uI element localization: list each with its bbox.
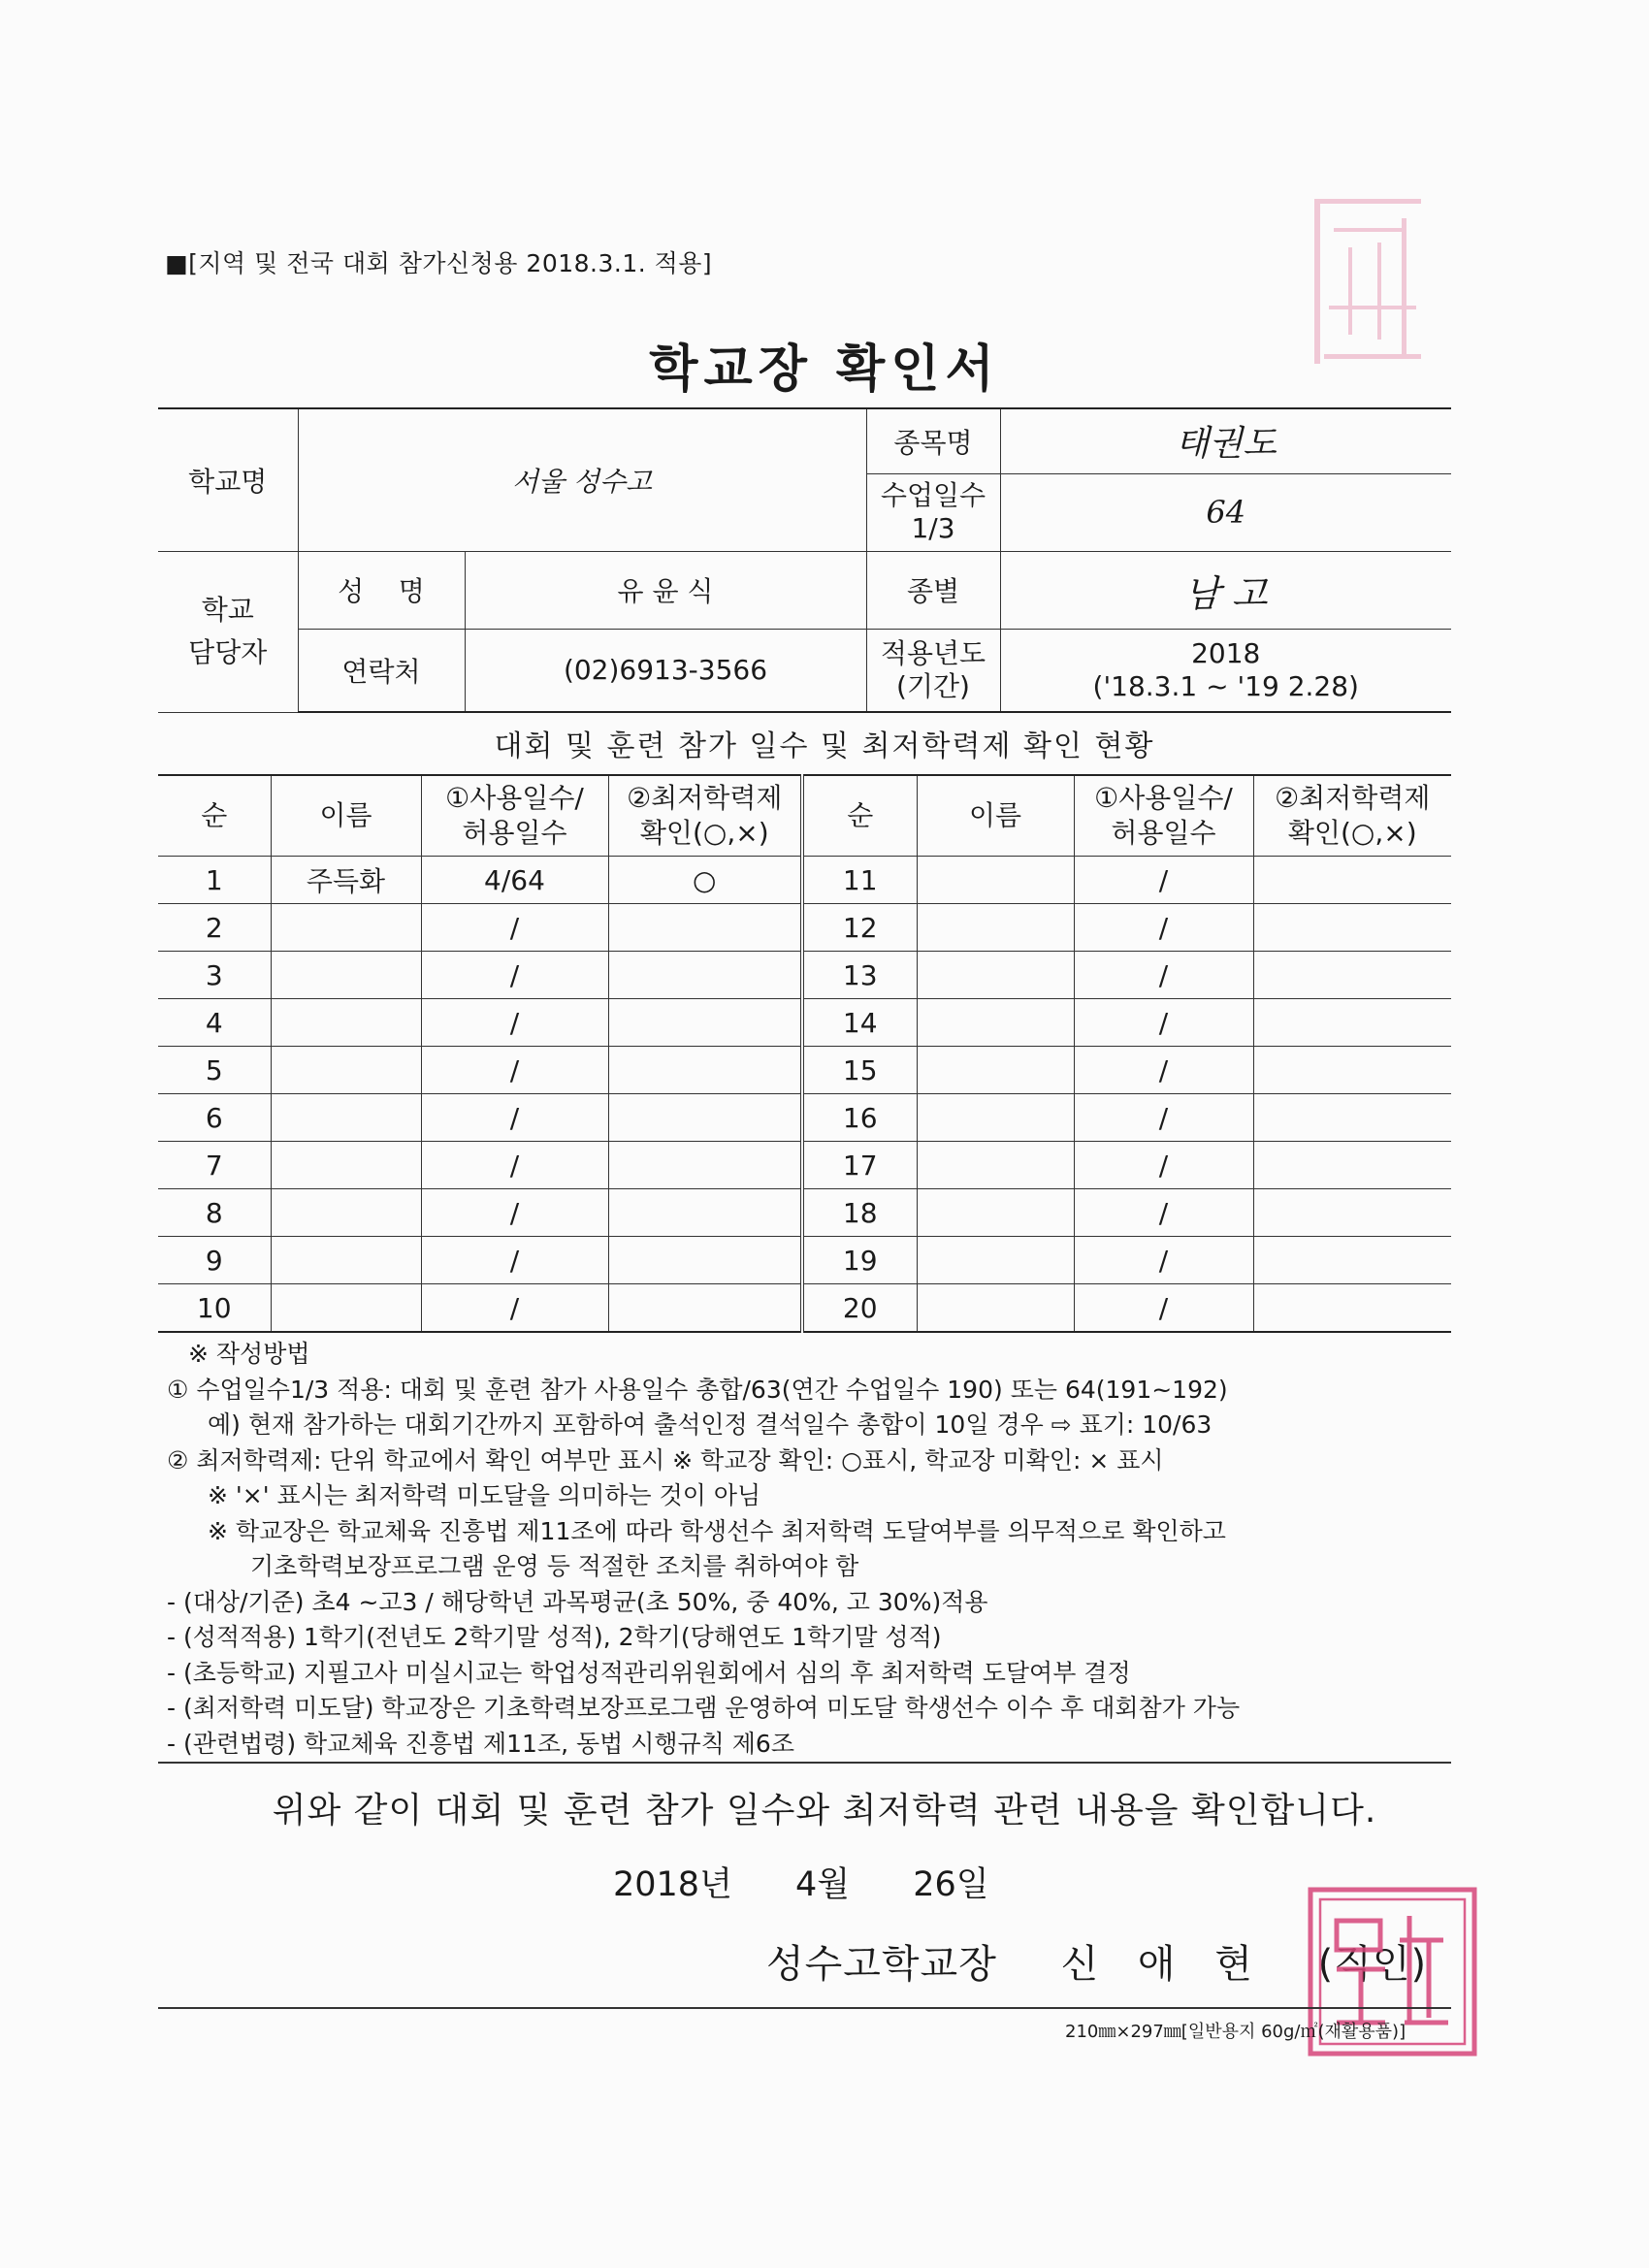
seal-word: (직인) — [1317, 1942, 1428, 1987]
period-label-line2: (기간) — [896, 669, 970, 702]
header-note: ■[지역 및 전국 대회 참가신청용 2018.3.1. 적용] — [165, 249, 713, 277]
row-days-right: / — [1074, 999, 1253, 1047]
instruction-line: - (최저학력 미도달) 학교장은 기초학력보장프로그램 운영하여 미도달 학생선수 이수 후 대회참가 가능 — [167, 1694, 1241, 1722]
school-days-value: 64 — [1000, 473, 1451, 551]
row-name — [271, 1237, 421, 1284]
participation-rows — [158, 857, 1451, 1333]
participation-table — [158, 774, 1451, 1333]
col-header-check-line1: ②최저학력제 — [627, 782, 783, 814]
row-name-right — [917, 857, 1074, 904]
row-days: / — [421, 904, 608, 952]
instruction-line: ※ 학교장은 학교체육 진흥법 제11조에 따라 학생선수 최저학력 도달여부를 의무적으로 확인하고 — [208, 1516, 1226, 1545]
col-header-days — [421, 775, 608, 857]
row-check-right — [1253, 1189, 1451, 1237]
col-header-check-line1-right: ②최저학력제 — [1275, 782, 1431, 814]
table-row — [158, 857, 1451, 904]
row-name — [271, 1189, 421, 1237]
row-name — [271, 1094, 421, 1142]
row-name — [271, 1142, 421, 1189]
school-name-value: 서울 성수고 — [298, 408, 866, 551]
row-days: / — [421, 1189, 608, 1237]
row-no: 6 — [158, 1094, 271, 1142]
row-check-right — [1253, 1094, 1451, 1142]
instruction-line: 예) 현재 참가하는 대회기간까지 포함하여 출석인정 결석일수 총합이 10일 경우 ⇨ 표기: 10/63 — [208, 1410, 1212, 1439]
row-check — [608, 952, 802, 999]
row-check-right — [1253, 999, 1451, 1047]
participation-subtitle: 대회 및 훈련 참가 일수 및 최저학력제 확인 현황 — [494, 729, 1155, 763]
contact-label: 연락처 — [298, 629, 465, 712]
issue-date-day: 26일 — [913, 1865, 989, 1904]
row-no-right: 12 — [802, 904, 917, 952]
row-no-right: 14 — [802, 999, 917, 1047]
document-title: 학교장 확인서 — [649, 340, 1000, 399]
faded-seal-mark — [1305, 189, 1440, 383]
manager-label-line2: 담당자 — [188, 636, 268, 668]
row-no-right: 15 — [802, 1047, 917, 1094]
row-days: / — [421, 1094, 608, 1142]
row-name-right — [917, 952, 1074, 999]
row-check-right — [1253, 1142, 1451, 1189]
row-check — [608, 1284, 802, 1333]
row-check-right — [1253, 1047, 1451, 1094]
row-name: 주득화 — [271, 857, 421, 904]
col-header-no: 순 — [158, 775, 271, 857]
manager-label-line1: 학교 — [201, 594, 254, 626]
table-row — [158, 1189, 1451, 1237]
manager-name-label: 성 명 — [298, 551, 465, 629]
row-days-right: / — [1074, 952, 1253, 999]
row-name-right — [917, 1142, 1074, 1189]
row-name-right — [917, 1237, 1074, 1284]
table-row — [158, 904, 1451, 952]
col-header-name: 이름 — [271, 775, 421, 857]
table-row — [158, 1142, 1451, 1189]
row-no: 2 — [158, 904, 271, 952]
signer-name: 신 애 현 — [1060, 1942, 1266, 1987]
row-no-right: 18 — [802, 1189, 917, 1237]
row-name-right — [917, 904, 1074, 952]
row-check — [608, 999, 802, 1047]
instruction-line: 기초학력보장프로그램 운영 등 적절한 조치를 취하여야 함 — [250, 1552, 859, 1580]
school-name-label: 학교명 — [158, 408, 298, 551]
event-label: 종목명 — [866, 408, 1000, 473]
row-name — [271, 904, 421, 952]
row-name — [271, 1284, 421, 1333]
issue-date — [613, 1858, 1036, 1906]
col-header-name-right: 이름 — [917, 775, 1074, 857]
row-days-right: / — [1074, 1237, 1253, 1284]
row-no: 7 — [158, 1142, 271, 1189]
school-info-table — [158, 407, 1451, 713]
row-check-right — [1253, 904, 1451, 952]
row-no: 3 — [158, 952, 271, 999]
col-header-check-line2: 확인(○,×) — [639, 817, 769, 849]
writing-instructions — [167, 1337, 1467, 1762]
footer-line — [158, 2007, 1451, 2009]
divider-line — [158, 1762, 1451, 1764]
row-check — [608, 1047, 802, 1094]
col-header-no-right: 순 — [802, 775, 917, 857]
manager-label — [158, 551, 298, 712]
row-check — [608, 1237, 802, 1284]
row-days-right: / — [1074, 1189, 1253, 1237]
row-days-right: / — [1074, 857, 1253, 904]
period-label — [866, 629, 1000, 712]
row-no: 4 — [158, 999, 271, 1047]
row-no: 5 — [158, 1047, 271, 1094]
row-no: 10 — [158, 1284, 271, 1333]
row-check-right — [1253, 857, 1451, 904]
row-days: / — [421, 1237, 608, 1284]
row-no: 8 — [158, 1189, 271, 1237]
row-no-right: 16 — [802, 1094, 917, 1142]
table-row — [158, 1047, 1451, 1094]
period-value-year: 2018 — [1191, 636, 1261, 669]
col-header-days-line1: ①사용일수/ — [445, 782, 584, 814]
manager-name-value: 유 윤 식 — [465, 551, 866, 629]
row-check: ○ — [608, 857, 802, 904]
row-check — [608, 904, 802, 952]
col-header-check-right — [1253, 775, 1451, 857]
row-days: / — [421, 999, 608, 1047]
row-no-right: 19 — [802, 1237, 917, 1284]
table-row — [158, 1284, 1451, 1333]
row-name-right — [917, 1189, 1074, 1237]
row-days: / — [421, 1142, 608, 1189]
row-check — [608, 1142, 802, 1189]
confirmation-statement: 위와 같이 대회 및 훈련 참가 일수와 최저학력 관련 내용을 확인합니다. — [272, 1791, 1377, 1831]
row-name-right — [917, 1284, 1074, 1333]
row-check-right — [1253, 952, 1451, 999]
instruction-line: - (관련법령) 학교체육 진흥법 제11조, 동법 시행규칙 제6조 — [167, 1729, 794, 1758]
instruction-line: ※ '×' 표시는 최저학력 미도달을 의미하는 것이 아님 — [208, 1481, 761, 1509]
col-header-check-line2-right: 확인(○,×) — [1287, 817, 1417, 849]
table-row — [158, 1094, 1451, 1142]
col-header-days-line1-right: ①사용일수/ — [1094, 782, 1233, 814]
row-name — [271, 999, 421, 1047]
row-days: / — [421, 1047, 608, 1094]
instruction-line: ② 최저학력제: 단위 학교에서 확인 여부만 표시 ※ 학교장 확인: ○표시, 학교장 미확인: × 표시 — [167, 1445, 1164, 1474]
issue-date-year: 2018년 — [613, 1865, 732, 1904]
row-days-right: / — [1074, 1142, 1253, 1189]
instruction-line: - (성적적용) 1학기(전년도 2학기말 성적), 2학기(당해연도 1학기말 성적) — [167, 1623, 942, 1651]
row-days-right: / — [1074, 1284, 1253, 1333]
row-days-right: / — [1074, 1094, 1253, 1142]
school-days-label-line1: 수업일수 — [880, 479, 986, 511]
row-check — [608, 1189, 802, 1237]
row-name-right — [917, 1047, 1074, 1094]
signer-title: 성수고학교장 — [766, 1942, 997, 1987]
col-header-days-line2: 허용일수 — [462, 817, 567, 849]
row-days-right: / — [1074, 904, 1253, 952]
row-days: / — [421, 1284, 608, 1333]
row-no-right: 20 — [802, 1284, 917, 1333]
gender-label: 종별 — [866, 551, 1000, 629]
row-days-right: / — [1074, 1047, 1253, 1094]
col-header-check — [608, 775, 802, 857]
instruction-line: - (초등학교) 지필고사 미실시교는 학업성적관리위원회에서 심의 후 최저학력 도달여부 결정 — [167, 1658, 1131, 1687]
issue-date-month: 4월 — [795, 1865, 851, 1904]
period-value — [1000, 629, 1451, 712]
row-check-right — [1253, 1284, 1451, 1333]
period-value-range: ('18.3.1 ~ '19 2.28) — [1092, 669, 1359, 702]
row-name-right — [917, 1094, 1074, 1142]
row-days: 4/64 — [421, 857, 608, 904]
gender-value: 남 고 — [1000, 551, 1451, 629]
col-header-days-line2-right: 허용일수 — [1111, 817, 1216, 849]
instruction-line: ※ 작성방법 — [188, 1340, 310, 1368]
contact-value: (02)6913-3566 — [465, 629, 866, 712]
row-check — [608, 1094, 802, 1142]
row-no: 9 — [158, 1237, 271, 1284]
paper-spec-footnote: 210㎜×297㎜[일반용지 60g/㎡(재활용품)] — [1065, 2022, 1406, 2042]
event-value: 태권도 — [1000, 408, 1451, 473]
row-no-right: 13 — [802, 952, 917, 999]
col-header-days-right — [1074, 775, 1253, 857]
row-no-right: 17 — [802, 1142, 917, 1189]
period-label-line1: 적용년도 — [880, 636, 986, 669]
row-name-right — [917, 999, 1074, 1047]
school-days-label — [866, 473, 1000, 551]
row-name — [271, 1047, 421, 1094]
row-no: 1 — [158, 857, 271, 904]
instruction-line: - (대상/기준) 초4 ~고3 / 해당학년 과목평균(초 50%, 중 40%, 고 30%)적용 — [167, 1587, 988, 1616]
row-check-right — [1253, 1237, 1451, 1284]
school-days-label-line2: 1/3 — [911, 512, 955, 544]
table-row — [158, 999, 1451, 1047]
table-row — [158, 1237, 1451, 1284]
row-name — [271, 952, 421, 999]
table-row — [158, 952, 1451, 999]
instruction-line: ① 수업일수1/3 적용: 대회 및 훈련 참가 사용일수 총합/63(연간 수업일수 190) 또는 64(191~192) — [167, 1375, 1228, 1404]
row-no-right: 11 — [802, 857, 917, 904]
row-days: / — [421, 952, 608, 999]
